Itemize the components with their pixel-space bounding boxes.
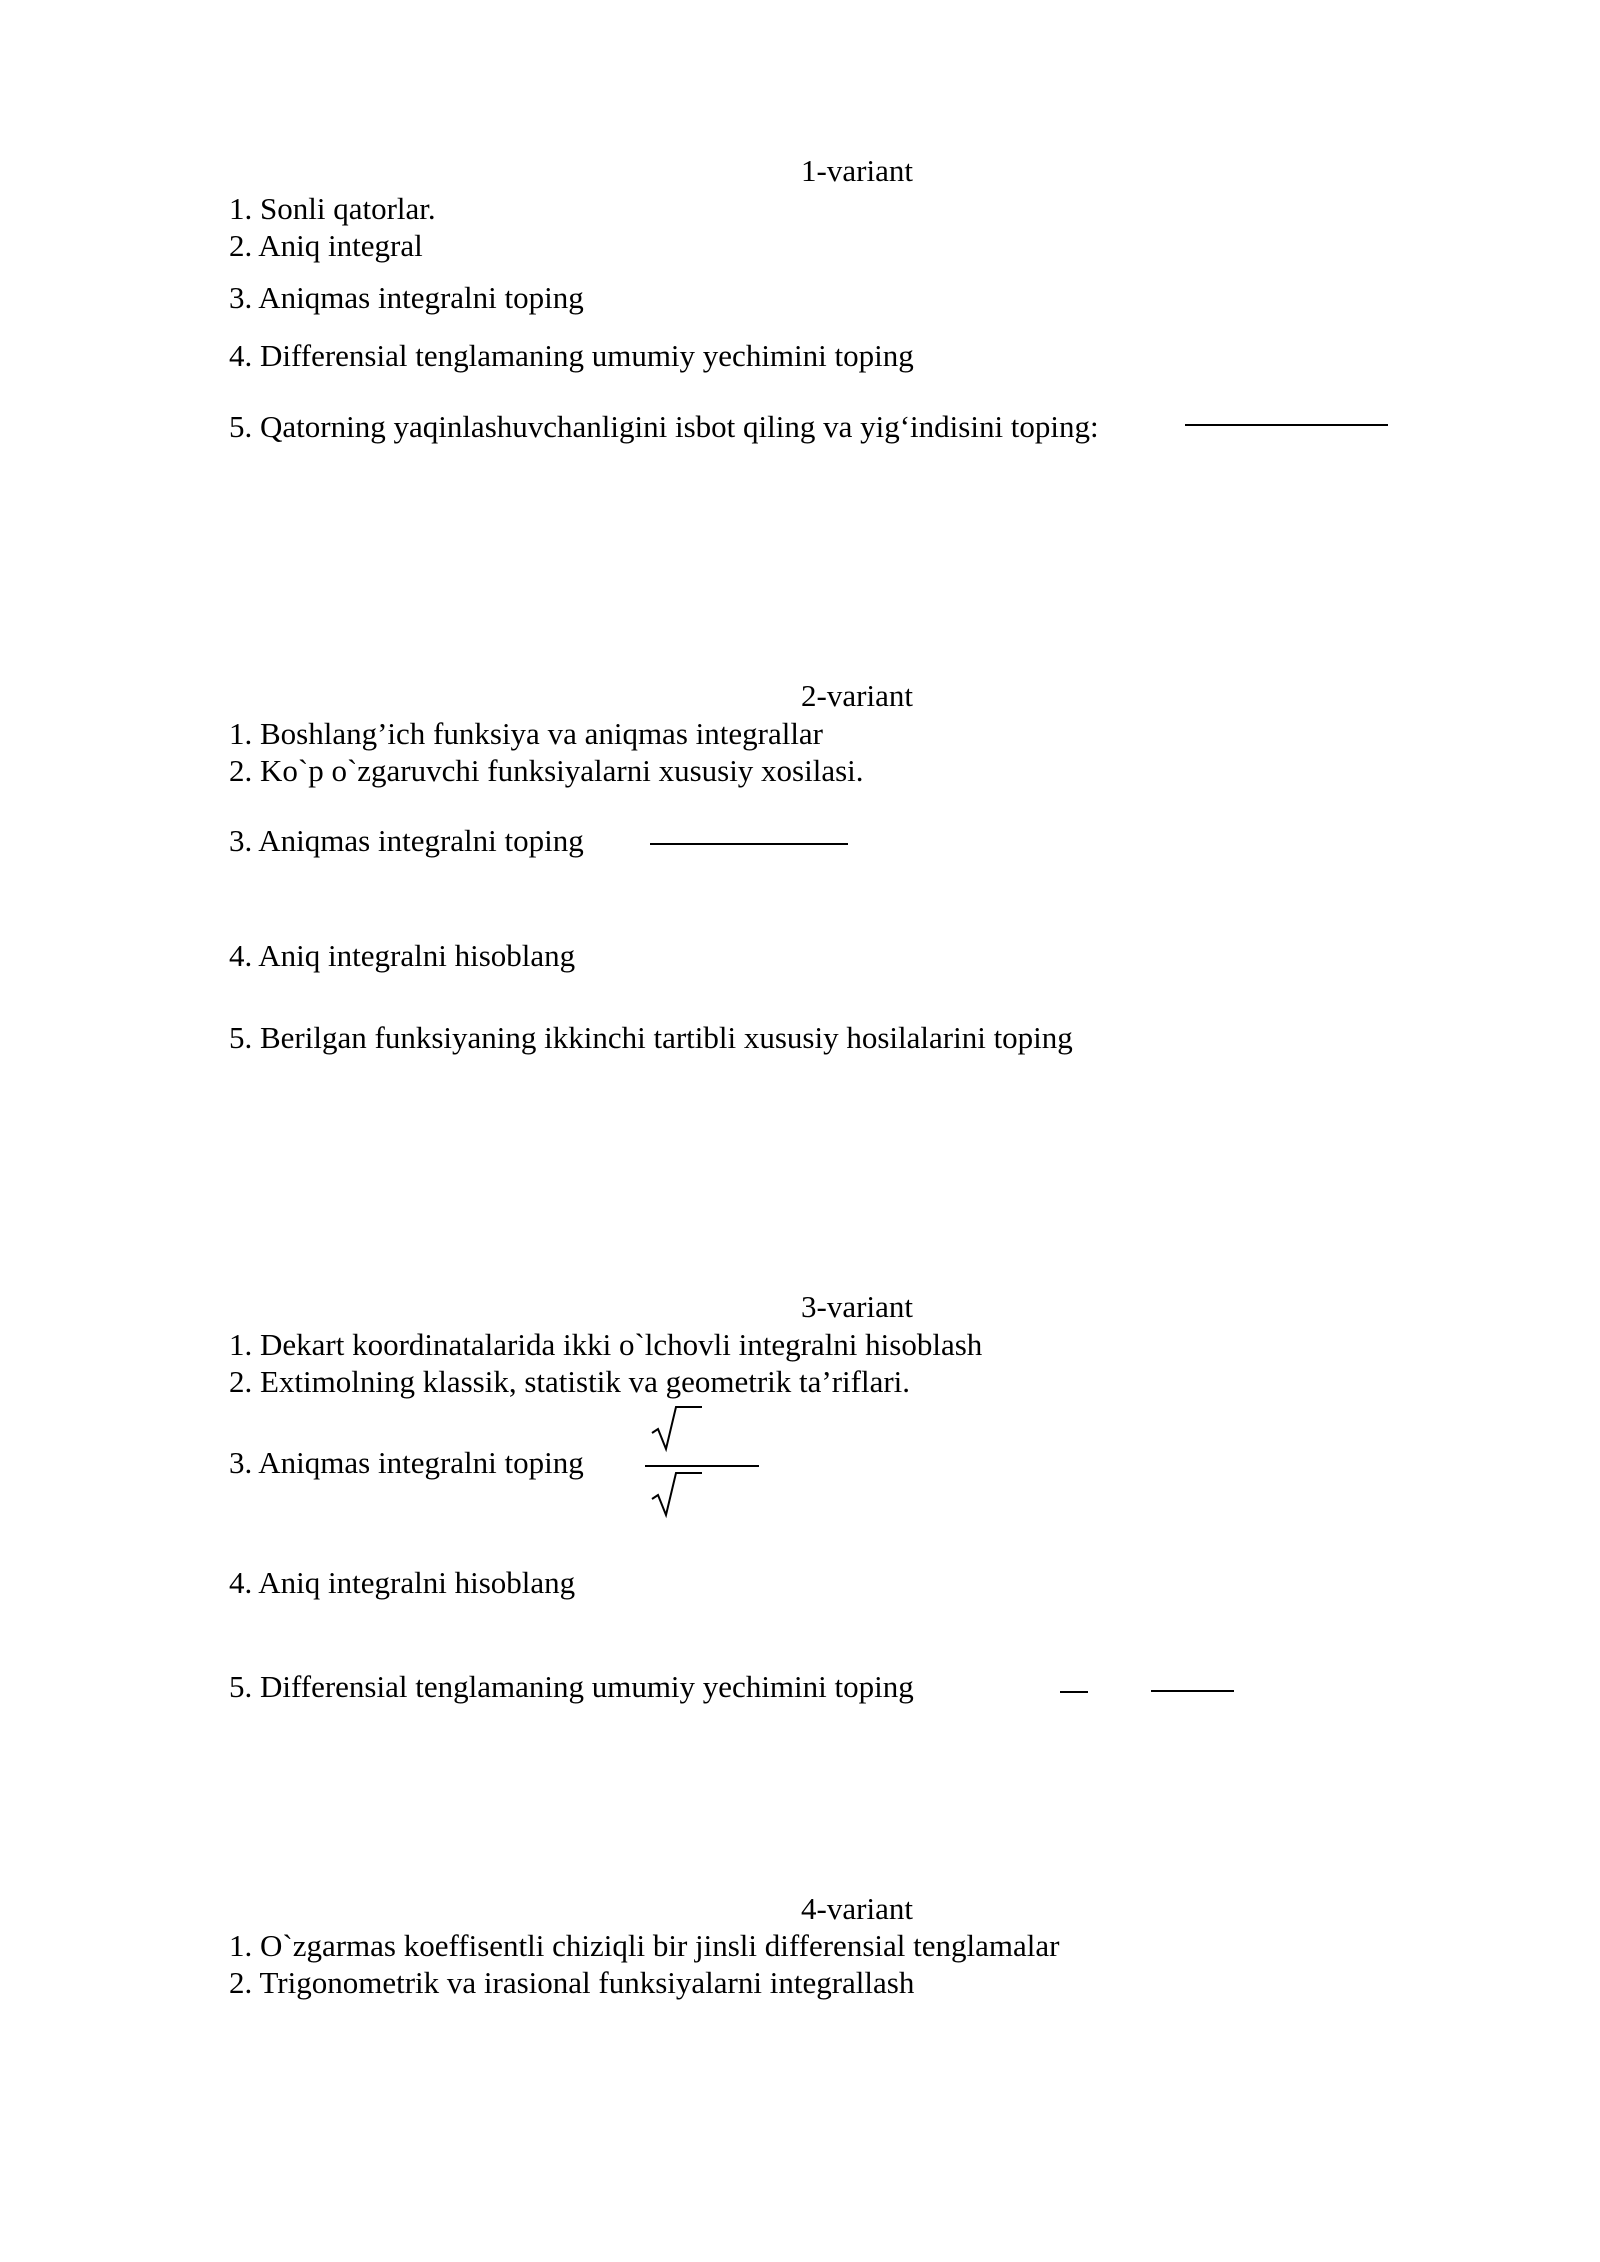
variant-3-formula-fraction-bar	[645, 1465, 759, 1467]
variant-2-item-5: 5. Berilgan funksiyaning ikkinchi tartibli xususiy hosilalarini toping	[229, 1020, 1073, 1055]
variant-1-item-5: 5. Qatorning yaqinlashuvchanligini isbot qiling va yig‘indisini toping:	[229, 409, 1099, 444]
variant-3-item-3: 3. Aniqmas integralni toping	[229, 1445, 584, 1480]
variant-1-item-1: 1. Sonli qatorlar.	[229, 191, 436, 226]
variant-2-item-4: 4. Aniq integralni hisoblang	[229, 938, 576, 973]
variant-1-item-4: 4. Differensial tenglamaning umumiy yechimini toping	[229, 338, 914, 373]
variant-2-title: 2-variant	[801, 678, 913, 713]
variant-3-sqrt-denominator-icon	[648, 1471, 708, 1519]
variant-3-formula-fraction-bar-1	[1060, 1691, 1088, 1693]
variant-1-title: 1-variant	[801, 153, 913, 188]
variant-2-item-3: 3. Aniqmas integralni toping	[229, 823, 584, 858]
variant-3-formula-fraction-bar-2	[1151, 1690, 1234, 1692]
variant-2-item-1: 1. Boshlang’ich funksiya va aniqmas integrallar	[229, 716, 824, 751]
variant-2-item-2: 2. Ko`p o`zgaruvchi funksiyalarni xususiy xosilasi.	[229, 753, 864, 788]
variant-4-item-2: 2. Trigonometrik va irasional funksiyalarni integrallash	[229, 1965, 915, 2000]
variant-4-title: 4-variant	[801, 1891, 913, 1926]
variant-3-sqrt-numerator-icon	[648, 1405, 708, 1453]
variant-1-formula-fraction-bar	[1185, 424, 1388, 426]
variant-3-item-4: 4. Aniq integralni hisoblang	[229, 1565, 576, 1600]
variant-3-item-5: 5. Differensial tenglamaning umumiy yechimini toping	[229, 1669, 914, 1704]
variant-3-item-1: 1. Dekart koordinatalarida ikki o`lchovli integralni hisoblash	[229, 1327, 983, 1362]
variant-3-item-2: 2. Extimolning klassik, statistik va geometrik ta’riflari.	[229, 1364, 911, 1399]
variant-1-item-2: 2. Aniq integral	[229, 228, 423, 263]
variant-3-title: 3-variant	[801, 1289, 913, 1324]
variant-4-item-1: 1. O`zgarmas koeffisentli chiziqli bir jinsli differensial tenglamalar	[229, 1928, 1060, 1963]
variant-2-formula-fraction-bar	[650, 843, 848, 845]
variant-1-item-3: 3. Aniqmas integralni toping	[229, 280, 584, 315]
